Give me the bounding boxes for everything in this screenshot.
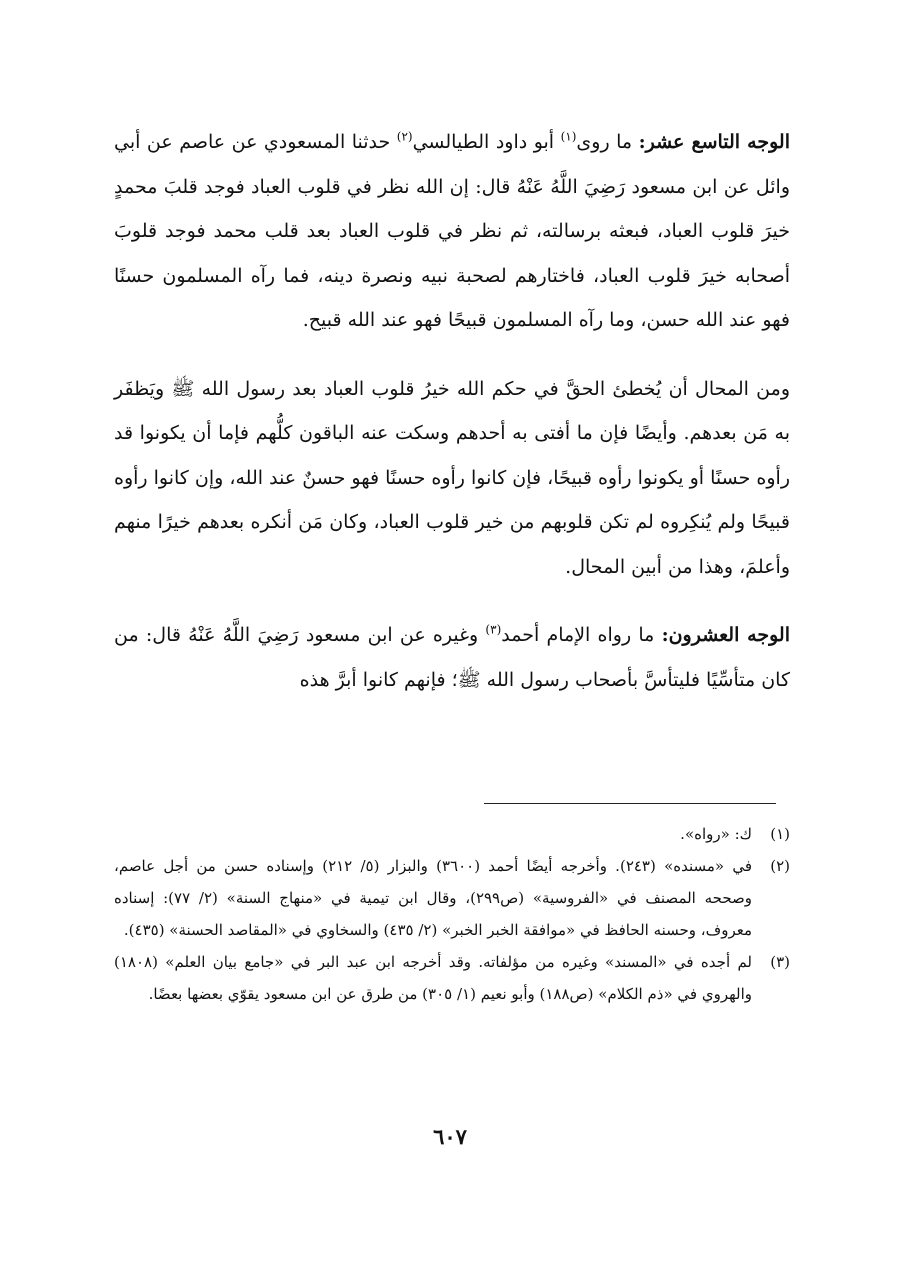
paragraph-19th-aspect [114, 120, 790, 343]
paragraph-text: حدثنا المسعودي عن عاصم عن أبي وائل عن ابن مسعود رَضِيَ اللَّهُ عَنْهُ قال: إن الله نظر في قلوب العباد فوجد قلبَ محمدٍ خيرَ قلوب العباد، فبعثه برسالته، ثم نظر في قلوب العباد بعد قلب محمد فوجد قلوبَ أصحابه خيرَ قلوب العباد، فاختارهم لصحبة نبيه ونصرة دينه، فما رآه المسلمون حسنًا فهو عند الله حسن، وما رآه المسلمون قبيحًا فهو عند الله قبيح. [114, 131, 790, 331]
paragraph-20th-aspect [114, 613, 790, 702]
footnotes [114, 818, 790, 1010]
paragraph-heading: الوجه التاسع عشر: [638, 131, 790, 153]
footnote-ref-2[interactable]: (٢) [396, 129, 413, 144]
footnote-ref-3[interactable]: (٣) [485, 622, 502, 637]
footnote-text: لم أجده في «المسند» وغيره من مؤلفاته. وقد أخرجه ابن عبد البر في «جامع بيان العلم» (١٨٠٨) والهروي في «ذم الكلام» (ص١٨٨) وأبو نعيم (١/ ٣٠٥) من طرق عن ابن مسعود يقوّي بعضها بعضًا. [114, 953, 752, 1003]
footnote-separator [484, 803, 776, 804]
footnote-number: (١) [770, 825, 790, 843]
paragraph-text: أبو داود الطيالسي [412, 131, 561, 153]
paragraph-text: وغيره عن ابن مسعود رَضِيَ اللَّهُ عَنْهُ قال: من كان متأسِّيًا فليتأسَّ بأصحاب رسول الله ﷺ؛ فإنهم كانوا أبرَّ هذه [114, 624, 790, 691]
page-number: ٦٠٧ [433, 1124, 467, 1149]
paragraph-heading: الوجه العشرون: [661, 624, 790, 646]
main-text [114, 120, 790, 726]
paragraph-text: ما رواه الإمام أحمد [501, 624, 662, 646]
footnote-number: (٣) [770, 953, 790, 971]
footnote-item [114, 946, 790, 1010]
footnote-item [114, 850, 790, 946]
paragraph-text: ما روى [576, 131, 639, 153]
footnote-ref-1[interactable]: (١) [560, 129, 577, 144]
footnote-text: ك: «رواه». [680, 825, 752, 843]
paragraph-impossibility: ومن المحال أن يُخطئ الحقَّ في حكم الله خيرُ قلوب العباد بعد رسول الله ﷺ ويَظفَر به مَن بعدهم. وأيضًا فإن ما أفتى به أحدهم وسكت عنه الباقون كلُّهم فإما أن يكونوا قد رأوه حسنًا أو يكونوا رأوه قبيحًا، فإن كانوا رأوه حسنًا فهو حسنٌ عند الله، وإن كانوا رأوه قبيحًا ولم يُنكِروه لم تكن قلوبهم من خير قلوب العباد، وكان مَن أنكره بعدهم خيرًا منهم وأعلمَ، وهذا من أبين المحال. [114, 377, 790, 578]
footnote-number: (٢) [770, 857, 790, 875]
footnote-text: في «مسنده» (٢٤٣). وأخرجه أيضًا أحمد (٣٦٠٠) والبزار (٥/ ٢١٢) وإسناده حسن من أجل عاصم، وصححه المصنف في «الفروسية» (ص٢٩٩)، وقال ابن تيمية في «منهاج السنة» (٢/ ٧٧): إسناده معروف، وحسنه الحافظ في «موافقة الخبر الخبر» (٢/ ٤٣٥) والسخاوي في «المقاصد الحسنة» (٤٣٥). [114, 857, 753, 939]
footnote-item [114, 818, 790, 850]
